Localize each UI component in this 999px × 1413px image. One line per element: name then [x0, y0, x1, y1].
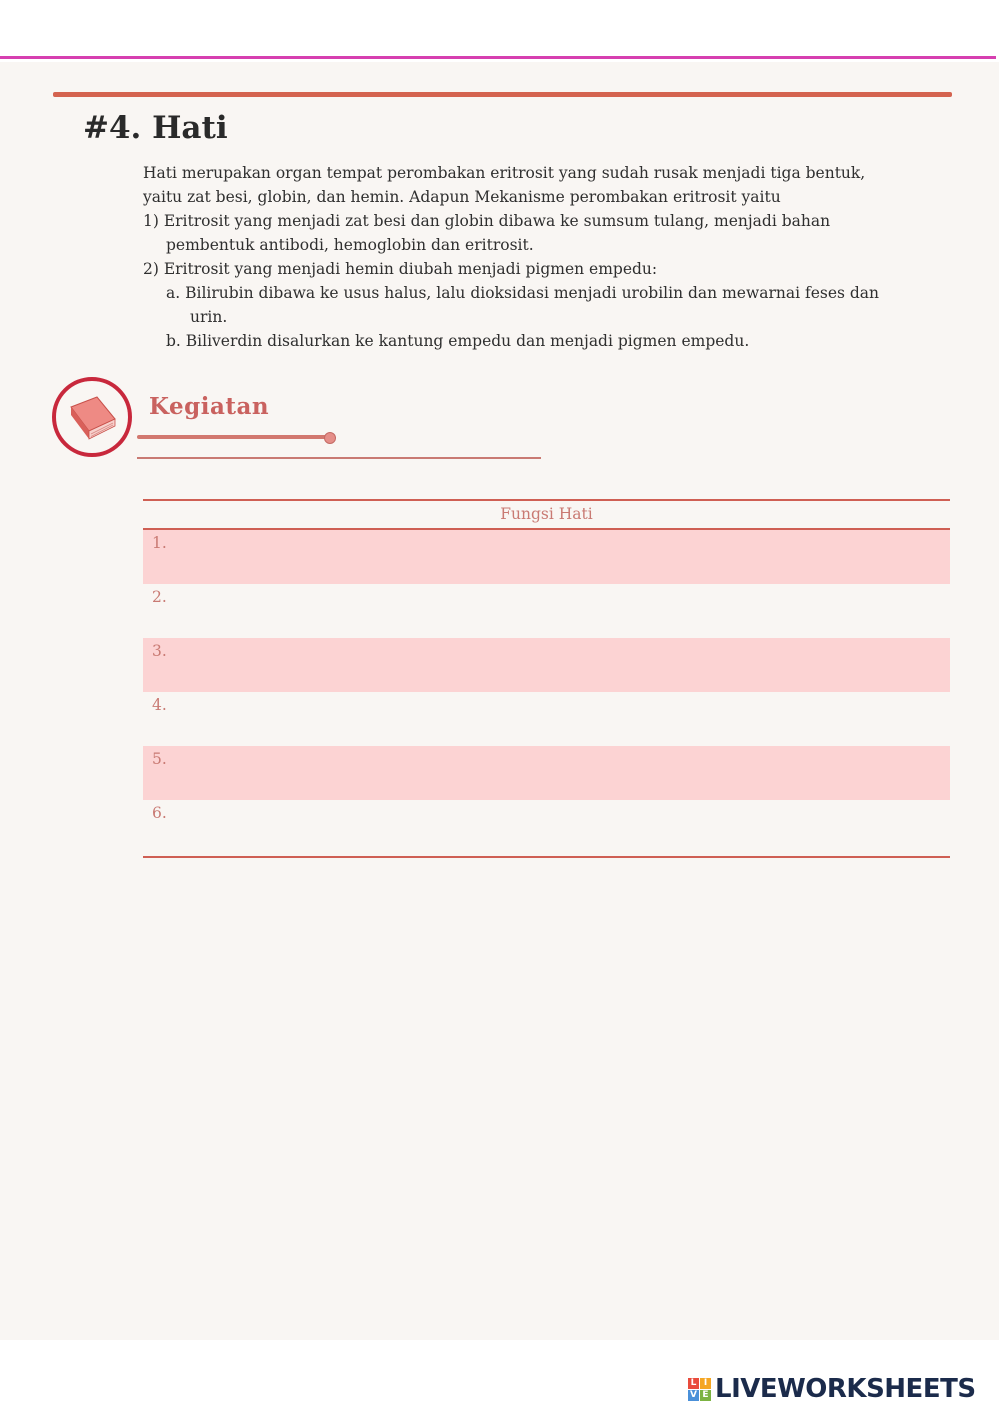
row-number: 6. [152, 804, 167, 822]
logo-letter-e: E [700, 1390, 711, 1401]
liveworksheets-logo[interactable] [688, 1372, 976, 1406]
table-row[interactable] [143, 692, 950, 746]
logo-letter-v: V [688, 1390, 699, 1401]
intro-line-2: yaitu zat besi, globin, dan hemin. Adapun Mekanisme perombakan eritrosit yaitu [143, 188, 781, 206]
logo-letter-i: I [700, 1378, 711, 1389]
row-number: 2. [152, 588, 167, 606]
activity-underline-bar [137, 435, 327, 439]
row-number: 4. [152, 696, 167, 714]
table-row[interactable] [143, 800, 950, 854]
intro-line-1: Hati merupakan organ tempat perombakan eritrosit yang sudah rusak menjadi tiga bentuk, [143, 164, 866, 182]
table-row[interactable] [143, 746, 950, 800]
point-2: 2) Eritrosit yang menjadi hemin diubah menjadi pigmen empedu: [143, 260, 658, 278]
table-header: Fungsi Hati [143, 501, 950, 530]
table-row[interactable] [143, 638, 950, 692]
logo-letter-l: L [688, 1378, 699, 1389]
top-divider-line [0, 56, 996, 59]
point-1: 1) Eritrosit yang menjadi zat besi dan globin dibawa ke sumsum tulang, menjadi bahan [143, 212, 831, 230]
point-2a: a. Bilirubin dibawa ke usus halus, lalu dioksidasi menjadi urobilin dan mewarnai feses dan [166, 284, 880, 302]
brand-name: LIVEWORKSHEETS [715, 1374, 976, 1404]
point-1-continued: pembentuk antibodi, hemoglobin dan eritrosit. [166, 236, 534, 254]
row-number: 1. [152, 534, 167, 552]
point-2b: b. Biliverdin disalurkan ke kantung empedu dan menjadi pigmen empedu. [166, 332, 750, 350]
activity-underline-dot [324, 432, 336, 444]
header-rule [53, 92, 952, 97]
table-row[interactable] [143, 584, 950, 638]
activity-label: Kegiatan [149, 393, 270, 420]
table-bottom-rule [143, 856, 950, 858]
activity-badge [52, 377, 132, 457]
logo-mark [688, 1378, 711, 1401]
row-number: 3. [152, 642, 167, 660]
table-row[interactable] [143, 530, 950, 584]
point-2a-continued: urin. [190, 308, 228, 326]
row-number: 5. [152, 750, 167, 768]
section-body [143, 161, 953, 353]
section-title: #4. Hati [83, 110, 228, 146]
activity-divider [137, 457, 541, 459]
function-table [143, 499, 950, 858]
book-icon [63, 393, 121, 443]
